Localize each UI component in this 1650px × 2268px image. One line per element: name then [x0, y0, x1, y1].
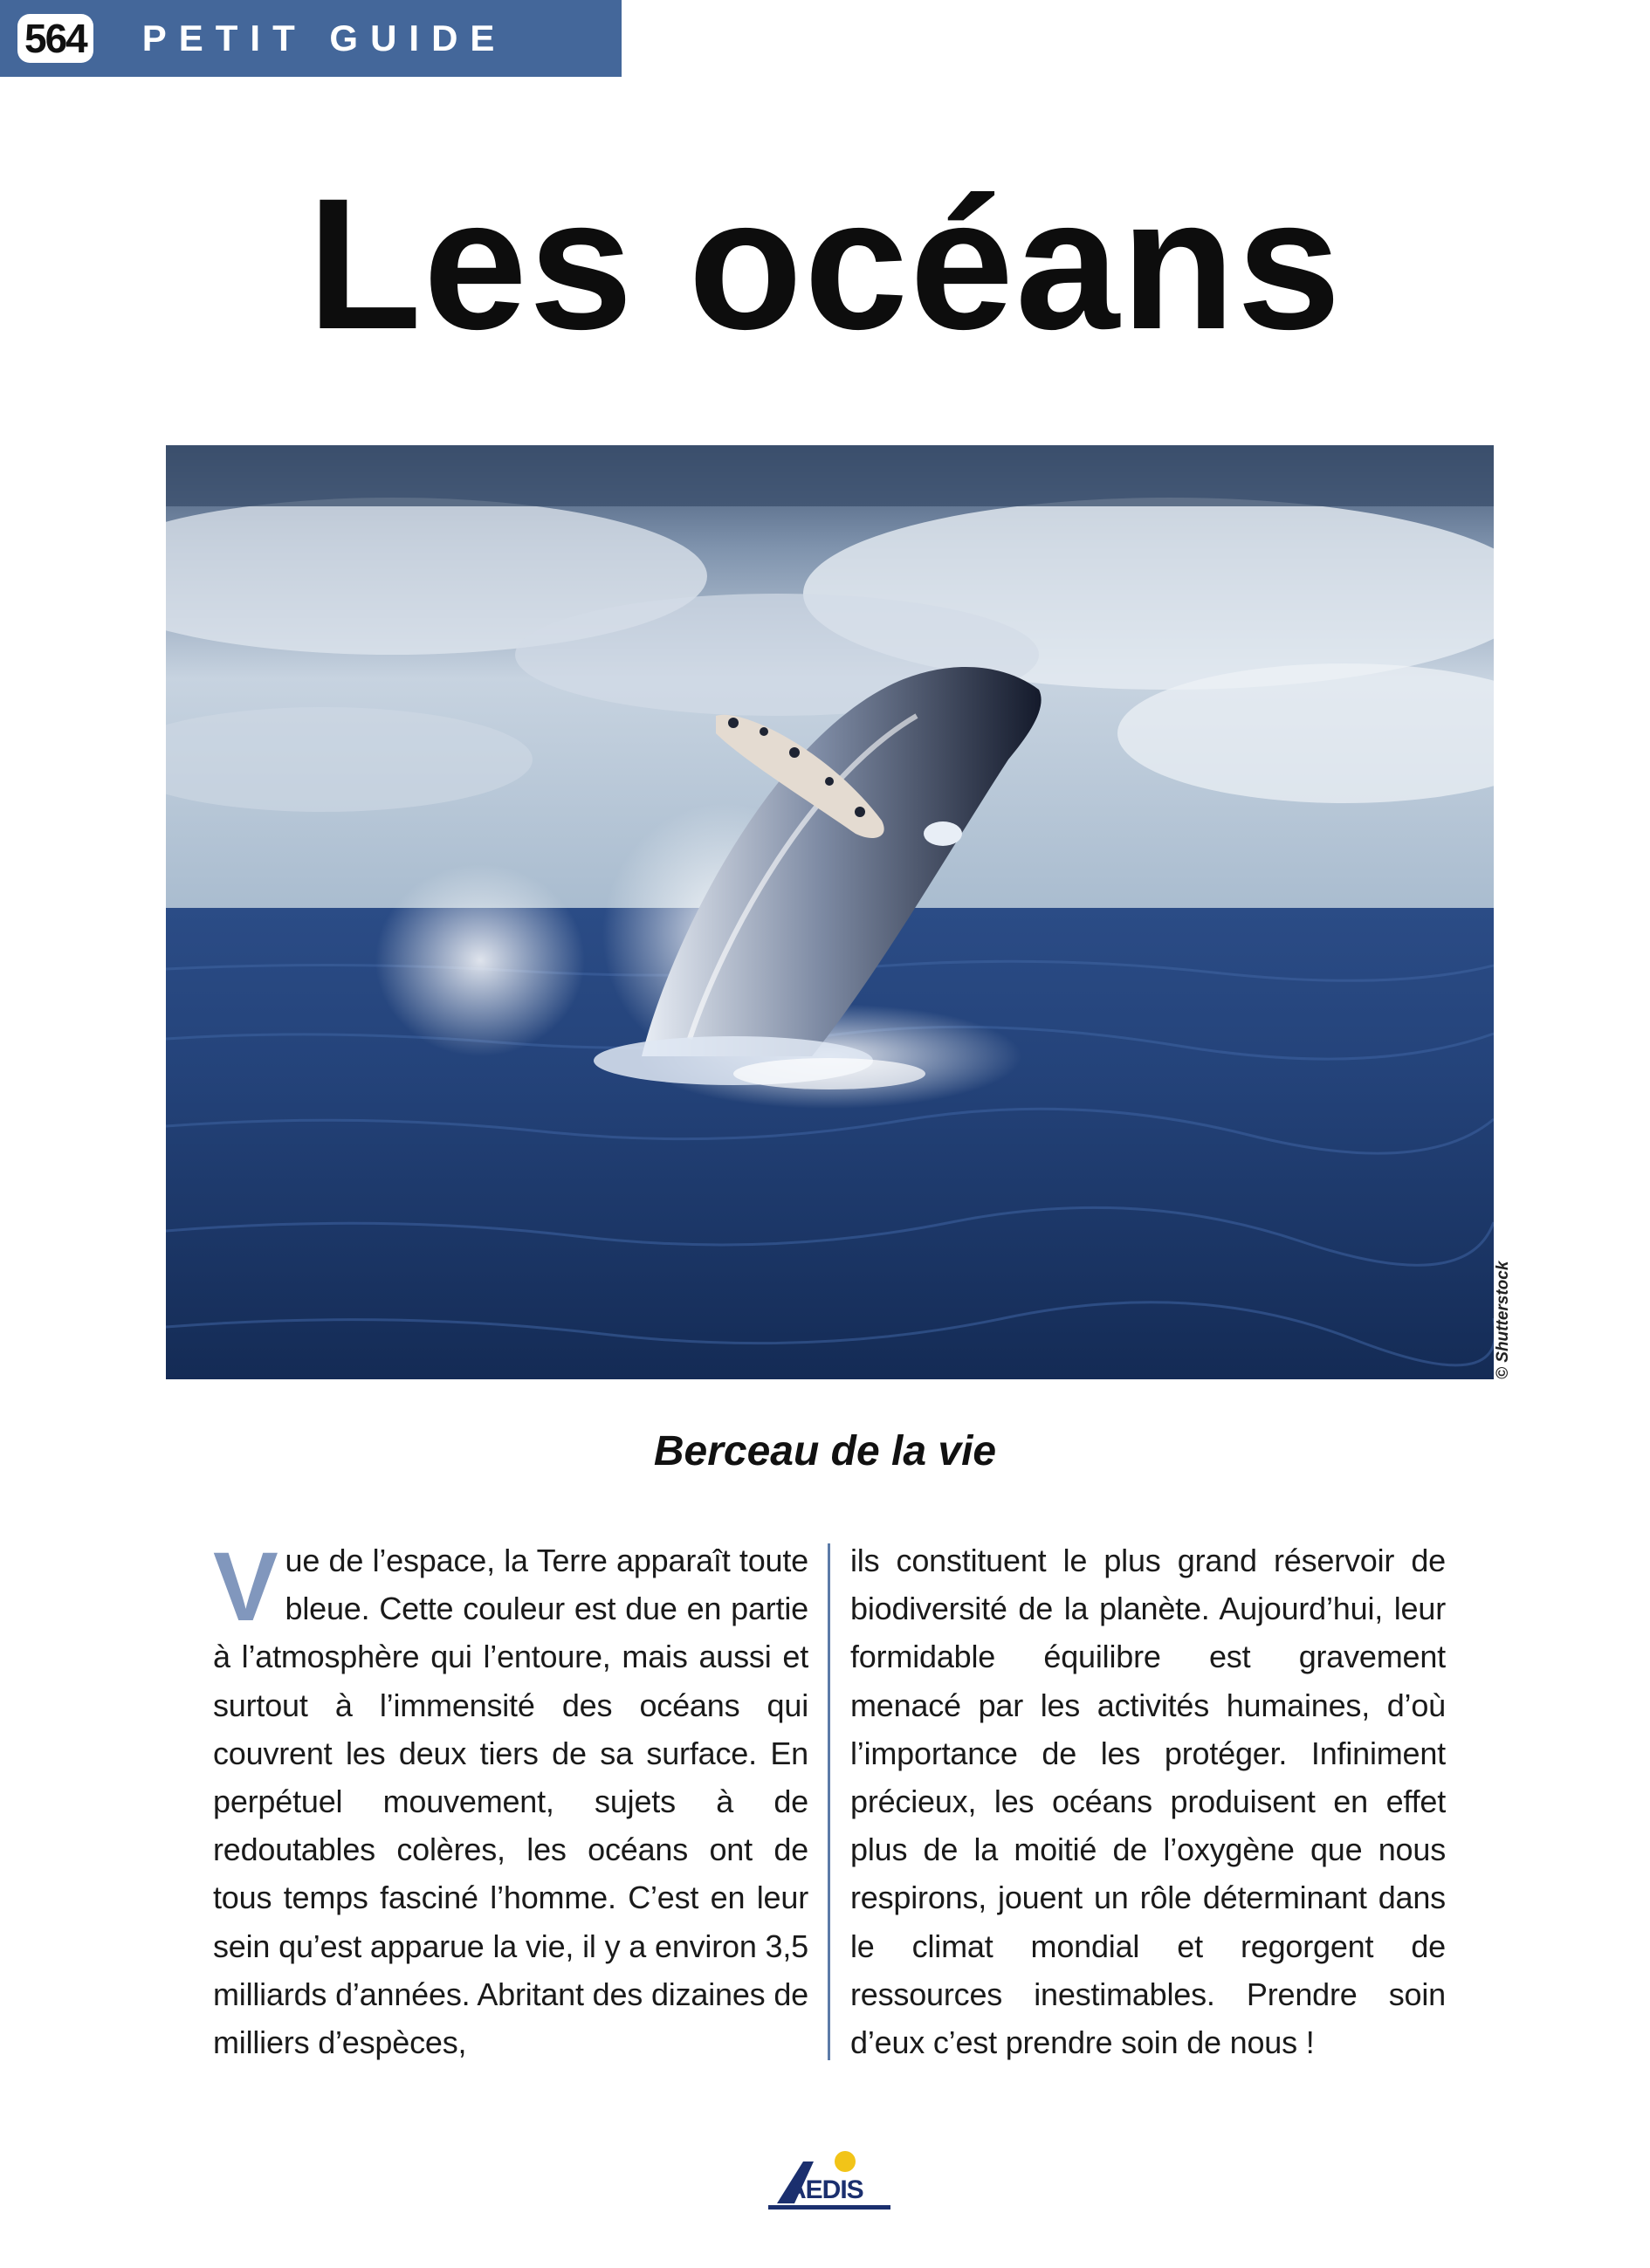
- body-column-left: [213, 1532, 808, 2066]
- photo-credit: © Shutterstock: [1494, 1261, 1512, 1379]
- series-name: PETIT GUIDE: [141, 17, 507, 58]
- series-banner: [0, 0, 622, 77]
- dropcap-letter: V: [213, 1532, 278, 1641]
- guide-number-badge: 564: [17, 14, 93, 63]
- page-title: Les océans: [307, 160, 1343, 368]
- body-text-left: ue de l’espace, la Terre apparaît toute bleue. Cette couleur est due en partie à l’atmosphère qui l’entoure, mais aussi et surtout à l’immensité des océans qui couvrent les deux tiers de sa surface. En perpétuel mouvement, sujets à de redoutables colères, les océans ont de tous temps fasciné l’homme. C’est en leur sein qu’est apparue la vie, il y a environ 3,5 milliards d’années. Abritant des dizaines de milliers d’espèces,: [213, 1543, 808, 2061]
- cover-photo: [166, 445, 1494, 1379]
- section-subtitle: Berceau de la vie: [653, 1428, 997, 1474]
- column-divider: [828, 1543, 830, 2060]
- publisher-logo: [768, 2149, 890, 2216]
- publisher-logo-text: AEDIS: [787, 2175, 863, 2204]
- whale-breaching-illustration: [166, 445, 1494, 1379]
- body-column-right: ils constituent le plus grand réservoir de biodiversité de la planète. Aujourd’hui, leur formidable équilibre est gravement menacé par les activités humaines, d’où l’importance de les protéger. Infiniment précieux, les océans produisent en effet plus de la moitié de l’oxygène que nous respirons, jouent un rôle déterminant dans le climat mondial et regorgent de ressources inestimables. Prendre soin d’eux c’est prendre soin de nous !: [850, 1543, 1446, 2061]
